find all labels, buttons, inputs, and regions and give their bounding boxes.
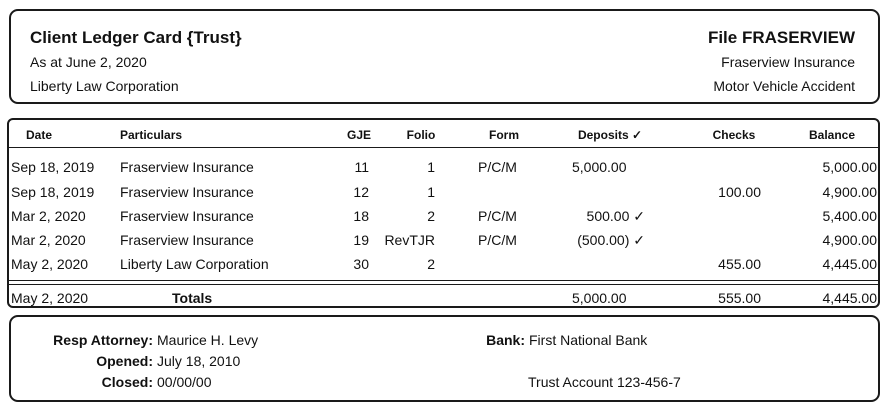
totals-divider-top [9,280,878,281]
cell-date: Mar 2, 2020 [11,208,86,224]
cell-balance: 5,000.00 [822,159,877,175]
closed-label: Closed: [101,374,153,390]
opened-value: July 18, 2010 [157,353,241,369]
cell-particulars: Fraserview Insurance [120,232,254,248]
cell-particulars: Fraserview Insurance [120,184,254,200]
cell-date: Sep 18, 2019 [11,159,95,175]
as-at-date: As at June 2, 2020 [30,54,147,70]
cell-particulars: Liberty Law Corporation [120,256,269,272]
column-header-form: Form [489,128,519,142]
cell-balance: 4,445.00 [822,256,877,272]
cell-folio: 2 [427,256,435,272]
cell-folio: 1 [427,159,435,175]
card-title: Client Ledger Card {Trust} [30,28,242,47]
bank-value: First National Bank [529,332,648,348]
ledger-header [9,9,880,104]
client-name: Fraserview Insurance [721,54,855,70]
cell-date: Sep 18, 2019 [11,184,95,200]
matter-name: Motor Vehicle Accident [713,78,855,94]
resp-attorney-value: Maurice H. Levy [157,332,259,348]
cell-balance: 5,400.00 [822,208,877,224]
cell-deposits: 5,000.00 [572,159,627,175]
cell-deposits: 500.00 ✓ [586,208,645,224]
header-divider [9,147,878,148]
ledger-table [7,118,880,308]
column-header-folio: Folio [406,128,436,142]
resp-attorney-label: Resp Attorney: [53,332,153,348]
cell-balance: 4,900.00 [822,232,877,248]
column-header-particulars: Particulars [120,128,183,142]
cell-particulars: Fraserview Insurance [120,208,254,224]
column-header-date: Date [26,128,53,142]
cell-balance: 4,900.00 [822,184,877,200]
opened-label: Opened: [96,353,153,369]
closed-value: 00/00/00 [157,374,212,390]
totals-date: May 2, 2020 [11,290,89,306]
firm-name: Liberty Law Corporation [30,78,179,94]
totals-label: Totals [172,290,213,306]
trust-account: Trust Account 123-456-7 [528,374,681,390]
cell-gje: 30 [353,256,369,272]
column-header-deposits: Deposits ✓ [577,128,643,142]
totals-checks: 555.00 [718,290,761,306]
cell-folio: 2 [427,208,435,224]
ledger-footer [9,315,880,402]
column-header-checks: Checks [712,128,756,142]
cell-folio: RevTJR [384,232,435,248]
cell-particulars: Fraserview Insurance [120,159,254,175]
file-name: File FRASERVIEW [707,28,855,47]
totals-divider-bottom [9,284,878,285]
cell-date: May 2, 2020 [11,256,89,272]
cell-gje: 12 [353,184,369,200]
cell-checks: 455.00 [718,256,761,272]
totals-deposits: 5,000.00 [572,290,627,306]
cell-form: P/C/M [478,208,517,224]
cell-gje: 18 [353,208,369,224]
cell-gje: 19 [353,232,369,248]
bank-label: Bank: [486,332,525,348]
column-header-gje: GJE [346,128,371,142]
cell-form: P/C/M [478,159,517,175]
cell-form: P/C/M [478,232,517,248]
cell-date: Mar 2, 2020 [11,232,86,248]
totals-balance: 4,445.00 [822,290,877,306]
cell-gje: 11 [354,159,369,175]
cell-folio: 1 [427,184,435,200]
cell-deposits: (500.00) ✓ [577,232,645,248]
cell-checks: 100.00 [718,184,761,200]
column-header-balance: Balance [808,128,856,142]
